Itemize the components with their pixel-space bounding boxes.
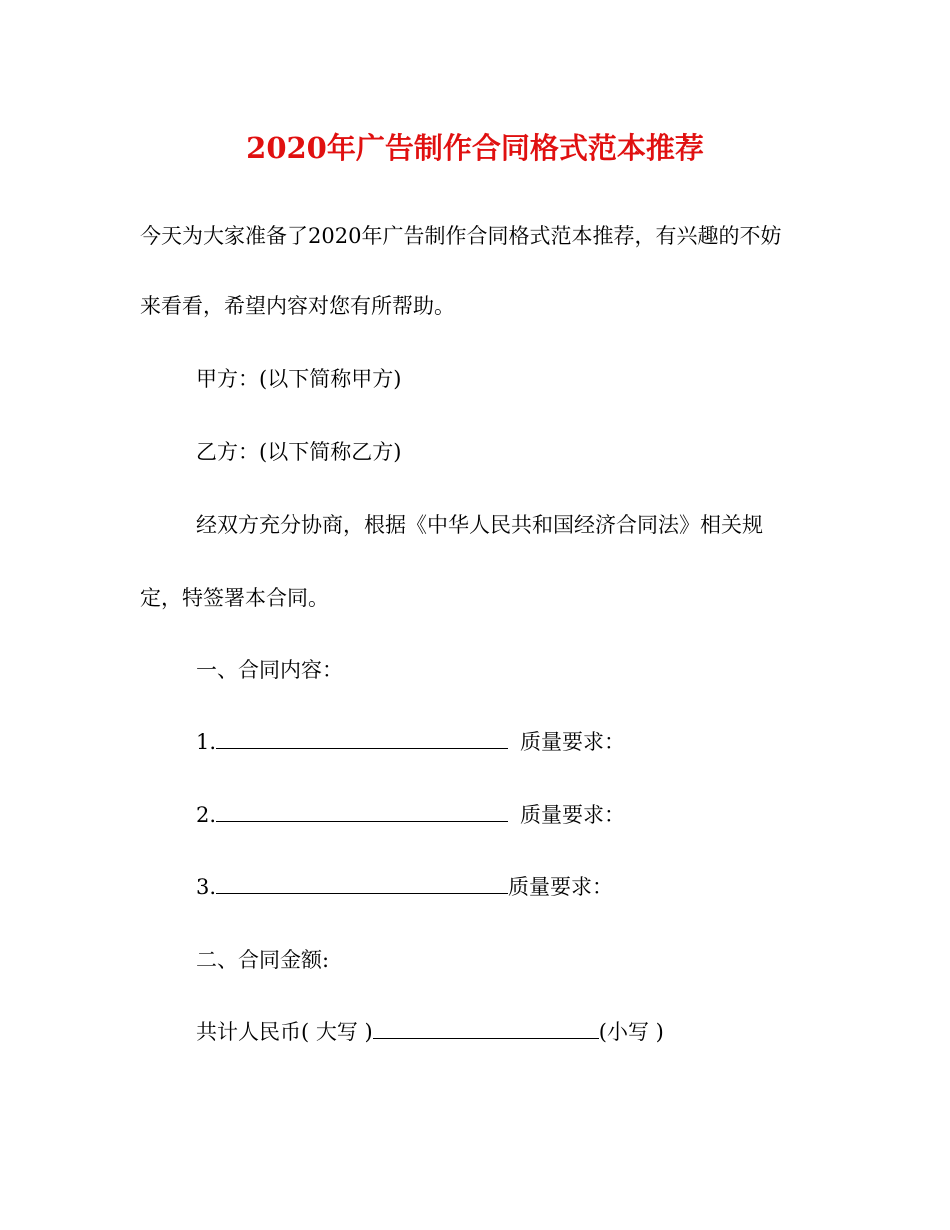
agreement-line-2: 定，特签署本合同。 — [140, 586, 329, 610]
document-title: 2020年广告制作合同格式范本推荐 — [246, 131, 704, 165]
amount-row — [196, 1017, 664, 1047]
contract-item-row — [196, 800, 625, 830]
amount-blank-field[interactable] — [373, 1018, 599, 1039]
quality-label: 质量要求： — [508, 875, 614, 899]
amount-prefix: 共计人民币( 大写 ) — [196, 1020, 373, 1044]
party-a-line: 甲方：(以下简称甲方) — [196, 367, 402, 391]
section2-heading: 二、合同金额: — [196, 948, 330, 972]
contract-item-row — [196, 872, 613, 902]
item-number: 2. — [196, 803, 217, 827]
intro-line-2: 来看看，希望内容对您有所帮助。 — [140, 294, 455, 318]
item-blank-field[interactable] — [216, 873, 508, 894]
agreement-line-1: 经双方充分协商，根据《中华人民共和国经济合同法》相关规 — [196, 513, 763, 537]
item-blank-field[interactable] — [216, 728, 508, 749]
item-blank-field[interactable] — [216, 801, 508, 822]
intro-line-1: 今天为大家准备了2020年广告制作合同格式范本推荐，有兴趣的不妨 — [140, 224, 782, 248]
party-b-line: 乙方：(以下简称乙方) — [196, 440, 402, 464]
amount-suffix: (小写 ) — [598, 1020, 664, 1044]
quality-label: 质量要求： — [520, 730, 626, 754]
quality-label: 质量要求： — [520, 803, 626, 827]
item-number: 1. — [196, 730, 217, 754]
contract-item-row — [196, 727, 625, 757]
section1-heading: 一、合同内容： — [196, 658, 343, 682]
item-number: 3. — [196, 875, 217, 899]
